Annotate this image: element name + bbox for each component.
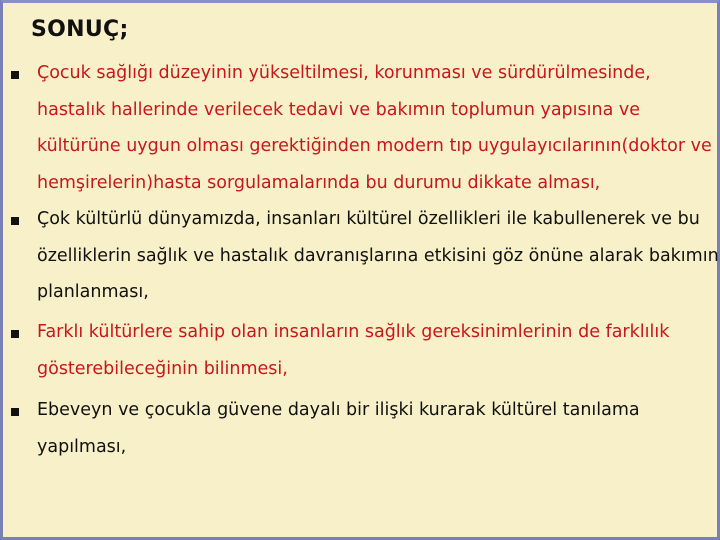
- bullet-text: [37, 314, 715, 387]
- bullet-line: gösterebileceğinin bilinmesi,: [37, 358, 288, 379]
- square-bullet-icon: [11, 217, 19, 225]
- bullet-line: hemşirelerin)hasta sorgulamalarında bu durumu dikkate alması,: [37, 172, 601, 193]
- bullet-line: planlanması,: [37, 282, 149, 302]
- slide-title: SONUÇ;: [31, 17, 129, 42]
- bullet-line: Ebeveyn ve çocukla güvene dayalı bir ilişki kurarak kültürel tanılama: [37, 400, 640, 420]
- bullet-line: özelliklerin sağlık ve hastalık davranışlarına etkisini göz önüne alarak bakımın: [37, 245, 719, 266]
- bullet-line: Çok kültürlü dünyamızda, insanları kültürel özellikleri ile kabullenerek ve bu: [37, 209, 700, 229]
- bullet-line: Çocuk sağlığı düzeyinin yükseltilmesi, korunması ve sürdürülmesinde,: [37, 63, 651, 83]
- bullet-line: Farklı kültürlere sahip olan insanların sağlık gereksinimlerinin de farklılık: [37, 322, 670, 342]
- square-bullet-icon: [11, 71, 19, 79]
- bullet-line: kültürüne uygun olması gerektiğinden modern tıp uygulayıcılarının(doktor ve: [37, 136, 712, 156]
- square-bullet-icon: [11, 408, 19, 416]
- bullet-line: yapılması,: [37, 436, 127, 457]
- bullet-text: [37, 55, 715, 201]
- bullet-text: [37, 201, 719, 311]
- bullet-line: hastalık hallerinde verilecek tedavi ve bakımın toplumun yapısına ve: [37, 99, 640, 120]
- square-bullet-icon: [11, 330, 19, 338]
- bullet-text: [37, 392, 715, 465]
